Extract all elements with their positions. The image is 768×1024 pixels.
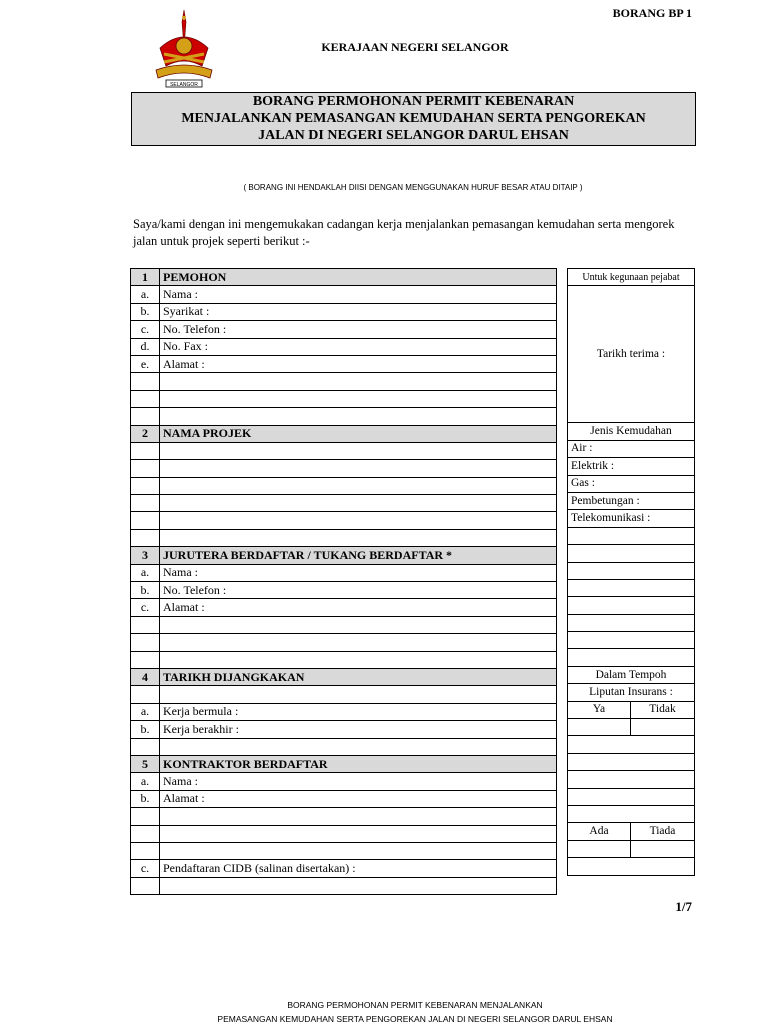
section-title: KONTRAKTOR BERDAFTAR [160,755,557,772]
blank-cell [568,632,695,649]
form-row [131,582,557,599]
field-cell[interactable] [160,408,557,425]
row-letter [131,634,160,651]
cidb-exists-label: Ada [568,823,631,840]
row-letter: a. [131,286,160,303]
form-row [131,408,557,425]
form-row [131,477,557,494]
row-letter [131,738,160,755]
form-row [131,686,557,703]
utility-electric[interactable]: Elektrik : [568,458,695,475]
field-cell[interactable]: No. Fax : [160,338,557,355]
application-table [130,268,557,895]
blank-cell [568,579,695,596]
row-letter [131,477,160,494]
form-row [131,338,557,355]
row-letter [131,825,160,842]
blank-cell [568,597,695,614]
form-row [131,321,557,338]
field-cell[interactable] [160,477,557,494]
field-cell[interactable]: Nama : [160,773,557,790]
insurance-yes-label: Ya [568,701,631,718]
row-letter: b. [131,582,160,599]
row-letter [131,460,160,477]
blank-cell [568,736,695,753]
blank-cell [568,527,695,544]
row-letter: b. [131,790,160,807]
section-header [131,755,557,772]
within-period-label: Dalam Tempoh [568,666,695,683]
field-cell[interactable]: Kerja bermula : [160,703,557,720]
blank-cell [568,788,695,805]
row-letter: a. [131,773,160,790]
blank-cell [568,545,695,562]
form-row [131,495,557,512]
insurance-no-label: Tidak [631,701,695,718]
cidb-none-label: Tiada [631,823,695,840]
section-title: PEMOHON [160,269,557,286]
form-row [131,860,557,877]
row-letter [131,390,160,407]
field-cell[interactable] [160,390,557,407]
utility-air[interactable]: Air : [568,440,695,457]
office-use-header: Untuk kegunaan pejabat [568,269,695,286]
form-row [131,634,557,651]
form-row [131,808,557,825]
row-letter: c. [131,321,160,338]
field-cell[interactable]: Nama : [160,286,557,303]
section-header [131,269,557,286]
field-cell[interactable] [160,529,557,546]
section-header [131,668,557,685]
blank-cell [568,614,695,631]
section-number: 4 [131,668,160,685]
row-letter [131,529,160,546]
section-number: 1 [131,269,160,286]
blank-cell [568,771,695,788]
row-letter: d. [131,338,160,355]
row-letter [131,808,160,825]
title-line-1: BORANG PERMOHONAN PERMIT KEBENARAN [252,94,575,109]
row-letter: a. [131,703,160,720]
form-row [131,842,557,859]
row-letter [131,442,160,459]
row-letter: c. [131,599,160,616]
row-letter [131,686,160,703]
blank-cell [568,562,695,579]
section-title: TARIKH DIJANGKAKAN [160,668,557,685]
section-header [131,425,557,442]
form-row [131,529,557,546]
field-cell[interactable] [160,442,557,459]
form-row [131,773,557,790]
form-row [131,703,557,720]
row-letter [131,512,160,529]
section-number: 2 [131,425,160,442]
form-row [131,355,557,372]
field-cell[interactable] [160,460,557,477]
date-received[interactable]: Tarikh terima : [568,286,695,423]
intro-paragraph: Saya/kami dengan ini mengemukakan cadangan kerja menjalankan pemasangan kemudahan serta mengorek jalan untuk projek seperti berikut :- [133,217,675,248]
utility-gas[interactable]: Gas : [568,475,695,492]
footer-line-1: BORANG PERMOHONAN PERMIT KEBENARAN MENJALANKAN [287,1000,543,1010]
field-cell[interactable] [160,512,557,529]
field-cell[interactable] [160,738,557,755]
blank-cell [568,649,695,666]
field-cell[interactable]: Alamat : [160,790,557,807]
field-cell[interactable]: Alamat : [160,599,557,616]
utility-sewerage[interactable]: Pembetungan : [568,492,695,509]
section-number: 5 [131,755,160,772]
form-row [131,512,557,529]
title-line-3: JALAN DI NEGERI SELANGOR DARUL EHSAN [258,128,569,143]
row-letter [131,842,160,859]
field-cell[interactable]: No. Telefon : [160,321,557,338]
insurance-label: Liputan Insurans : [568,684,695,701]
row-letter [131,373,160,390]
form-row [131,738,557,755]
field-cell[interactable] [160,495,557,512]
utility-type-header: Jenis Kemudahan [568,423,695,440]
form-row [131,877,557,894]
row-letter: e. [131,355,160,372]
section-header [131,547,557,564]
office-use-table [567,268,695,876]
field-cell[interactable]: Pendaftaran CIDB (salinan disertakan) : [160,860,557,877]
row-letter: b. [131,721,160,738]
row-letter: b. [131,303,160,320]
form-row [131,286,557,303]
blank-cell [568,858,695,875]
form-row [131,599,557,616]
title-line-2: MENJALANKAN PEMASANGAN KEMUDAHAN SERTA PENGOREKAN [181,111,646,126]
form-row [131,825,557,842]
insurance-no-box[interactable] [631,719,695,736]
form-code: BORANG BP 1 [612,6,692,20]
form-row [131,373,557,390]
field-cell[interactable]: Alamat : [160,355,557,372]
row-letter [131,408,160,425]
field-cell[interactable]: Kerja berakhir : [160,721,557,738]
field-cell[interactable]: No. Telefon : [160,582,557,599]
government-name: KERAJAAN NEGERI SELANGOR [321,40,509,54]
form-row [131,442,557,459]
section-title: JURUTERA BERDAFTAR / TUKANG BERDAFTAR * [160,547,557,564]
form-row [131,564,557,581]
field-cell[interactable] [160,877,557,894]
blank-cell [568,805,695,822]
cidb-none-box[interactable] [631,840,695,857]
row-letter [131,877,160,894]
row-letter: a. [131,564,160,581]
insurance-yes-box[interactable] [568,719,631,736]
field-cell[interactable] [160,634,557,651]
row-letter: c. [131,860,160,877]
section-number: 3 [131,547,160,564]
field-cell[interactable] [160,373,557,390]
crest-ribbon-text: SELANGOR [170,81,198,88]
field-cell[interactable] [160,686,557,703]
field-cell[interactable] [160,651,557,668]
instruction-note: ( BORANG INI HENDAKLAH DIISI DENGAN MENGGUNAKAN HURUF BESAR ATAU DITAIP ) [243,183,583,192]
form-row [131,721,557,738]
blank-cell [568,753,695,770]
row-letter [131,651,160,668]
utility-telecom[interactable]: Telekomunikasi : [568,510,695,527]
form-row [131,460,557,477]
field-cell[interactable] [160,616,557,633]
cidb-exists-box[interactable] [568,840,631,857]
form-row [131,651,557,668]
field-cell[interactable] [160,825,557,842]
row-letter [131,616,160,633]
form-title [131,92,696,146]
form-row [131,303,557,320]
footer-line-2: PEMASANGAN KEMUDAHAN SERTA PENGOREKAN JALAN DI NEGERI SELANGOR DARUL EHSAN [217,1014,613,1024]
form-row [131,790,557,807]
row-letter [131,495,160,512]
page-number: 1/7 [675,899,692,914]
form-row [131,616,557,633]
field-cell[interactable] [160,842,557,859]
field-cell[interactable]: Nama : [160,564,557,581]
section-title: NAMA PROJEK [160,425,557,442]
field-cell[interactable]: Syarikat : [160,303,557,320]
field-cell[interactable] [160,808,557,825]
form-row [131,390,557,407]
